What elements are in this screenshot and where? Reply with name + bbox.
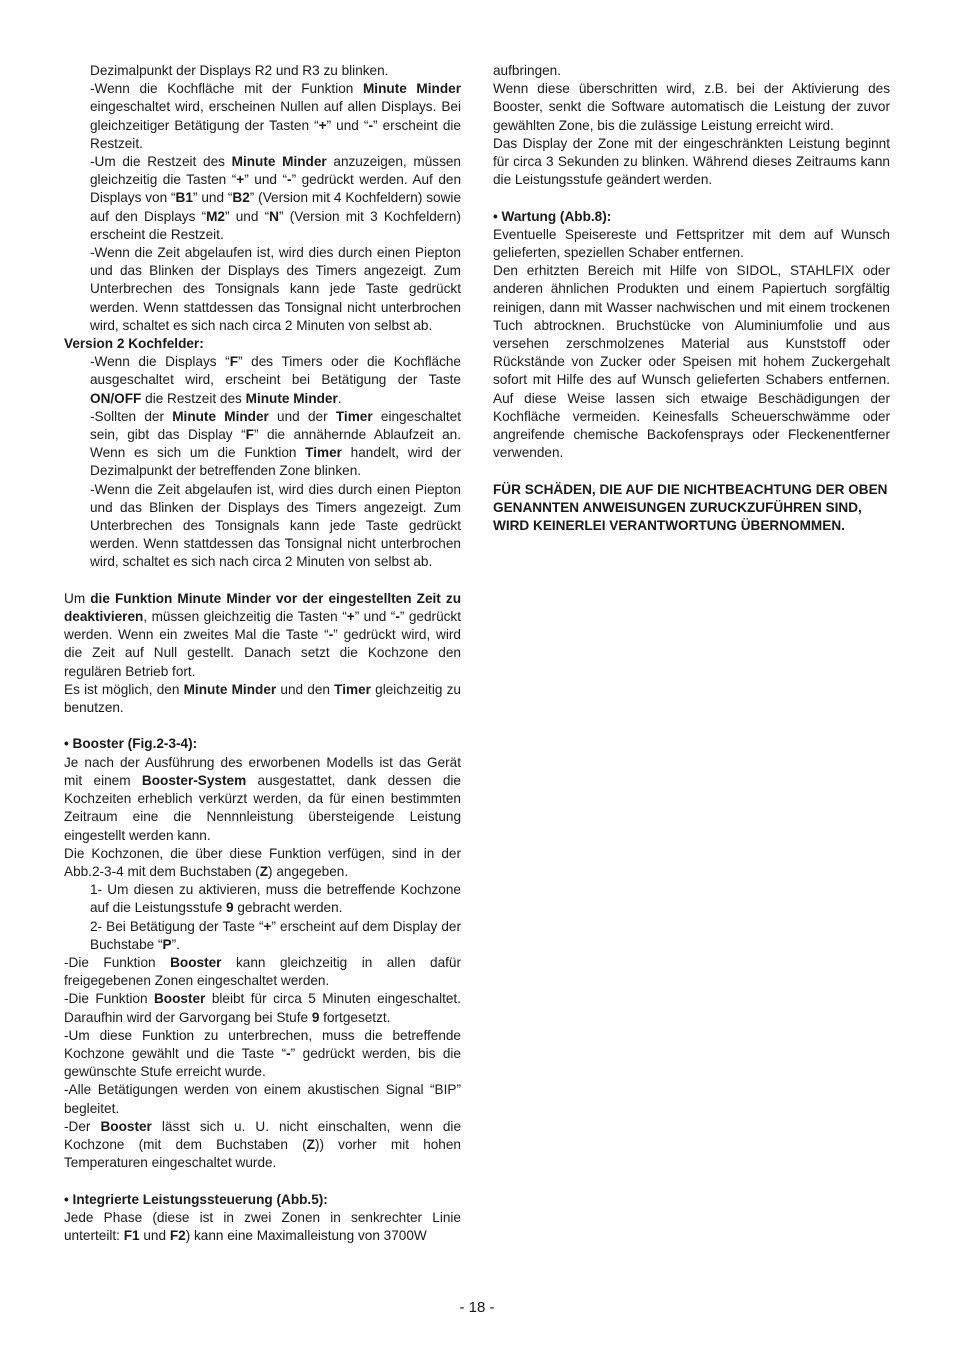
disclaimer: FÜR SCHÄDEN, DIE AUF DIE NICHTBEACHTUNG DER OBEN GENANNTEN ANWEISUNGEN ZURUCKZUFÜHREN SIND, WIRD KEINERLEI VERANTWORTUNG ÜBERNOMMEN. [493,481,888,534]
section-heading: • Booster (Fig.2-3-4): [64,736,198,752]
bold-text: M2 [206,208,225,224]
right-column [493,62,890,535]
paragraph: aufbringen. [493,63,562,78]
bold-text: Booster [100,1118,152,1134]
paragraph: Das Display der Zone mit der eingeschränkten Leistung beginnt für circa 3 Sekunden zu blinken. Während dieses Zeitraums kann die Leistungsstufe geändert werden. [493,135,890,188]
bold-text: N [269,208,279,224]
paragraph: -Die Funktion Booster bleibt für circa 5 Minuten eingeschaltet. Daraufhin wird der Garvorgang bei Stufe 9 fortgesetzt. [64,991,461,1025]
bold-text: Minute Minder [245,390,338,406]
bold-text: - [368,117,373,133]
bold-text: 9 [226,900,234,916]
paragraph: Um die Funktion Minute Minder vor der eingestellten Zeit zu deaktivieren, müssen gleichzeitig die Tasten “+” und “-” gedrückt werden. Wenn ein zweites Mal die Taste “-” gedrückt wird, wird die Zeit auf Null gestellt. Danach setzt die Kochzone den regulären Betrieb fort. [64,590,461,679]
left-column [64,62,461,1245]
bold-text: B1 [175,190,193,206]
paragraph: -Wenn die Zeit abgelaufen ist, wird dies durch einen Piepton und das Blinken der Displays des Timers angezeigt. Zum Unterbrechen des Tonsignals kann jede Taste gedrückt werden. Wenn stattdessen das Tonsignal nicht unterbrochen wird, schaltet es sich nach circa 2 Minuten von selbst ab. [90,245,461,333]
bold-text: Minute Minder [231,154,327,170]
bold-text: F [229,354,239,370]
paragraph: -Der Booster lässt sich u. U. nicht einschalten, wenn die Kochzone (mit dem Buchstaben (Z)) vorher mit hohen Temperaturen eingeschaltet wurde. [64,1118,462,1171]
bold-text: Minute Minder [183,681,277,697]
paragraph: Wenn diese überschritten wird, z.B. bei der Aktivierung des Booster, senkt die Software automatisch die Leistung der zuvor gewählten Zone, bis die zulässige Leistung erreicht wird. [493,81,890,133]
bold-text: + [236,172,245,188]
bold-text: Minute Minder [362,81,461,97]
paragraph: -Alle Betätigungen werden von einem akustischen Signal “BIP” begleitet. [64,1082,461,1116]
bold-text: - [395,609,400,625]
bold-text: + [263,918,272,934]
paragraph: -Wenn die Kochfläche mit der Funktion Minute Minder eingeschaltet wird, erscheinen Nullen auf allen Displays. Bei gleichzeitiger Betätigung der Tasten “+” und “-” erscheint die Restzeit. [90,81,461,151]
bold-text: ON/OFF [90,390,142,406]
paragraph: Es ist möglich, den Minute Minder und den Timer gleichzeitig zu benutzen. [64,681,461,716]
bold-text: F [245,427,254,443]
paragraph: -Um diese Funktion zu unterbrechen, muss die betreffende Kochzone gewählt und die Taste “-” gedrückt werden, bis die gewünschte Stufe erreicht wurde. [64,1027,461,1080]
bold-text: - [328,627,334,643]
bold-text: F1 [123,1227,140,1243]
paragraph: -Sollten der Minute Minder und der Timer eingeschaltet sein, gibt das Display “F” die annähernde Ablaufzeit an. Wenn es sich um die Funktion Timer handelt, wird der Dezimalpunkt der betreffenden Zone blinken. [90,408,462,479]
paragraph: Jede Phase (diese ist in zwei Zonen in senkrechter Linie unterteilt: F1 und F2) kann eine Maximalleistung von 3700W [64,1209,461,1243]
bold-text: Booster [170,954,222,970]
bold-text: Booster [153,991,206,1007]
section-heading: • Wartung (Abb.8): [493,208,612,224]
section-heading: Version 2 Kochfelder: [64,336,204,352]
bold-text: Minute Minder [172,408,269,424]
bold-text: + [318,117,327,133]
bold-text: B2 [232,190,250,206]
paragraph: Je nach der Ausführung des erworbenen Modells ist das Gerät mit einem Booster-System ausgestattet, dank dessen die Kochzeiten erheblich verkürzt werden, da für einen bestimmten Zeitraum eine die Nennnleistung übersteigende Leistung eingestellt werden kann. [64,754,461,843]
bold-text: Z [259,863,269,879]
bold-text: F2 [169,1227,186,1243]
bold-text: + [346,609,355,625]
paragraph: Dezimalpunkt der Displays R2 und R3 zu blinken. [90,63,389,78]
bold-text: Timer [334,681,371,697]
bold-text: Timer [335,408,373,424]
paragraph: Den erhitzten Bereich mit Hilfe von SIDOL, STAHLFIX oder anderen ähnlichen Produkten und einem Papiertuch sorgfältig reinigen, dann mit Wasser nachwischen und mit einem trockenen Tuch abtrocknen. Bruchstücke von Aluminiumfolie und aus versehen zerschmolzenes Material aus Kunststoff oder Rückstände von Zucker oder Speisen mit hohem Zuckergehalt sofort mit Hilfe des auf Wunsch gelieferten Schabers entfernen. Auf diese Weise lassen sich etwaige Beschädigungen der Kochfläche vermeiden. Keinesfalls Scheuerschwämme oder angreifende chemische Backofensprays oder Fleckenentferner verwenden. [493,263,890,461]
paragraph: -Wenn die Zeit abgelaufen ist, wird dies durch einen Piepton und das Blinken der Displays des Timers angezeigt. Zum Unterbrechen des Tonsignals kann jede Taste gedrückt werden. Wenn stattdessen das Tonsignal nicht unterbrochen wird, schaltet es sich nach circa 2 Minuten von selbst ab. [90,481,461,570]
bold-text: - [286,1045,291,1061]
list-item: 1- Um diesen zu aktivieren, muss die betreffende Kochzone auf die Leistungsstufe 9 gebracht werden. [90,882,461,916]
paragraph: Die Kochzonen, die über diese Funktion verfügen, sind in der Abb.2-3-4 mit dem Buchstaben (Z) angegeben. [64,845,461,879]
section-heading: • Integrierte Leistungssteuerung (Abb.5): [64,1191,328,1207]
paragraph: -Wenn die Displays “F” des Timers oder die Kochfläche ausgeschaltet wird, erscheint bei Betätigung der Taste ON/OFF die Restzeit des Minute Minder. [90,354,461,406]
paragraph: Eventuelle Speisereste und Fettspritzer mit dem auf Wunsch gelieferten, speziellen Schaber entfernen. [493,226,890,261]
bold-text: 9 [311,1009,320,1025]
bold-text: Z [306,1136,315,1152]
bold-text: P [162,936,172,952]
paragraph: -Um die Restzeit des Minute Minder anzuzeigen, müssen gleichzeitig die Tasten “+” und “-” gedrückt werden. Auf den Displays von “B1” und “B2” (Version mit 4 Kochfeldern) sowie auf den Displays “M2” und “N” (Version mit 3 Kochfeldern) erscheint die Restzeit. [90,154,462,242]
bold-text: - [287,172,292,188]
bold-text: die Funktion Minute Minder vor der eingestellten Zeit zu deaktivieren [64,590,461,625]
paragraph: -Die Funktion Booster kann gleichzeitig in allen dafür freigegebenen Zonen eingeschaltet werden. [64,954,461,989]
bold-text: Timer [305,445,342,461]
page-number: - 18 - [459,1299,495,1316]
list-item: 2- Bei Betätigung der Taste “+” erscheint auf dem Display der Buchstabe “P”. [90,918,461,952]
bold-text: Booster-System [141,772,247,788]
